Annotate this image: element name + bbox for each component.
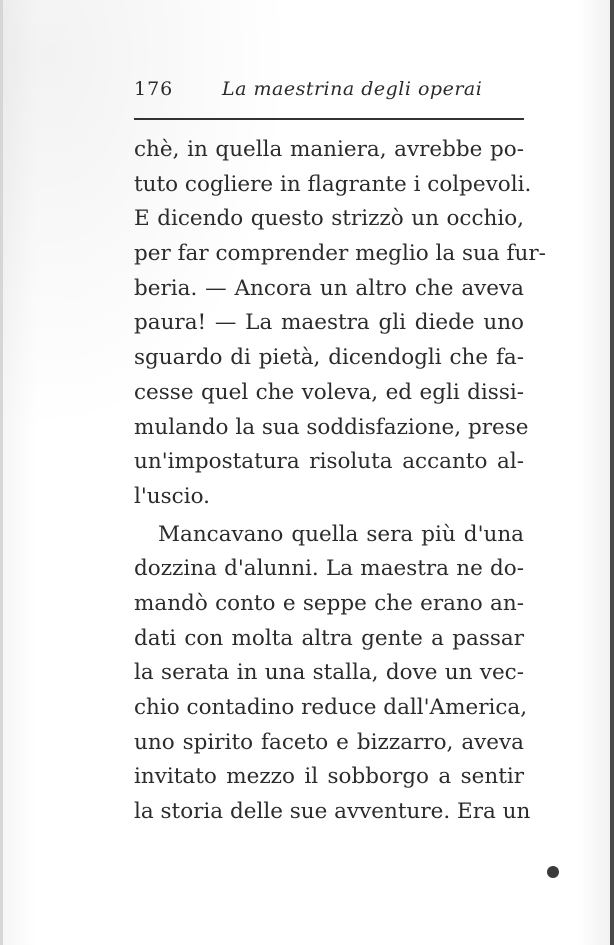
text-line: un'impostatura risoluta accanto al- [134, 449, 524, 475]
header-rule [134, 118, 524, 120]
page-binding-edge [610, 0, 614, 945]
text-line: chio contadino reduce dall'America, [134, 695, 528, 720]
text-line: sguardo di pietà, dicendogli che fa- [134, 345, 524, 371]
text-line: dozzina d'alunni. La maestra ne do- [134, 556, 524, 582]
binding-hole-dot [547, 866, 559, 878]
text-line: Mancavano quella sera più d'una [158, 521, 524, 547]
text-line: mandò conto e seppe che erano an- [134, 590, 524, 616]
body-text [134, 133, 546, 830]
text-line: la storia delle sue avventure. Era un [134, 799, 531, 825]
running-title: La maestrina degli operai [222, 78, 483, 100]
text-line: chè, in quella maniera, avrebbe po- [134, 137, 524, 162]
text-line: tuto cogliere in flagrante i colpevoli. [134, 171, 532, 197]
text-line: beria. — Ancora un altro che aveva [134, 275, 524, 301]
text-line: per far comprender meglio la sua fur- [134, 241, 546, 267]
text-line: invitato mezzo il sobborgo a sentir [134, 764, 524, 790]
text-line: cesse quel che voleva, ed egli dissi- [134, 379, 524, 405]
text-line: la serata in una stalla, dove un vec- [134, 660, 524, 686]
text-line: l'uscio. [134, 483, 210, 509]
text-line: dati con molta altra gente a passar [134, 625, 524, 651]
text-line: paura! — La maestra gli diede uno [134, 310, 524, 336]
page-number: 176 [134, 78, 174, 100]
text-line: E dicendo questo strizzò un occhio, [134, 206, 524, 232]
text-line: uno spirito faceto e bizzarro, aveva [134, 729, 524, 755]
page-header [134, 78, 524, 104]
page-left-edge [0, 0, 3, 945]
text-line: mulando la sua soddisfazione, prese [134, 414, 529, 440]
